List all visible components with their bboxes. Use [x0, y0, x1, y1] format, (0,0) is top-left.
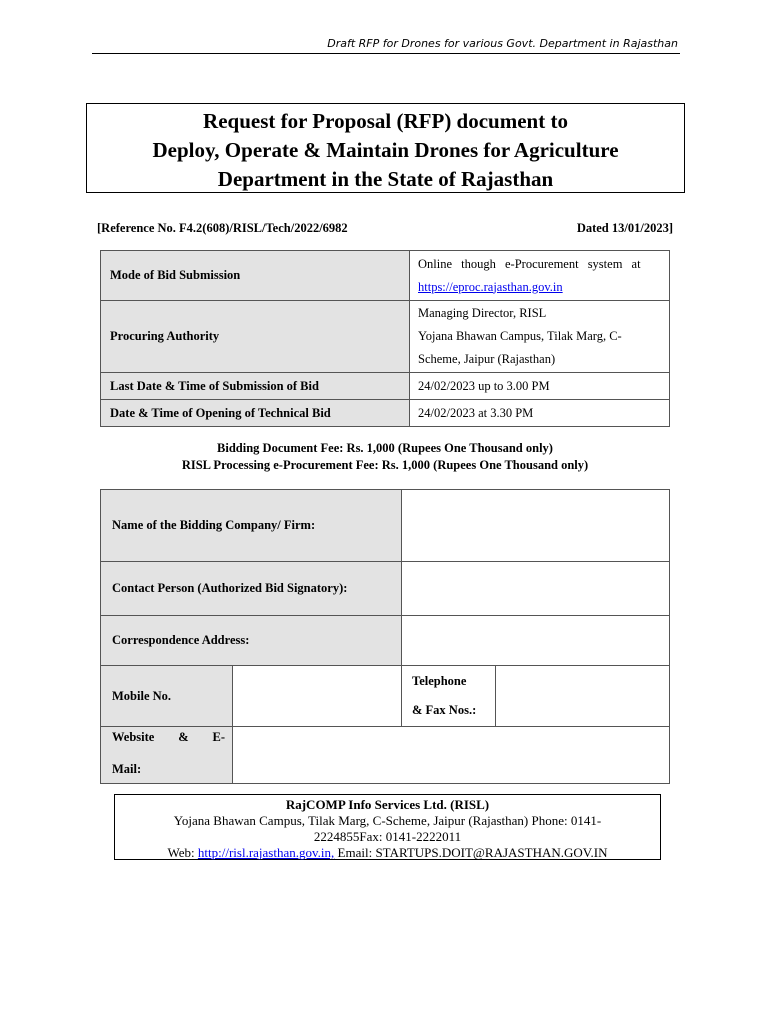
- title-line-2: Deploy, Operate & Maintain Drones for Agriculture: [152, 138, 619, 162]
- table-row: [101, 400, 670, 427]
- authority-line: Yojana Bhawan Campus, Tilak Marg, C-: [418, 329, 622, 343]
- opening-value: 24/02/2023 at 3.30 PM: [410, 400, 670, 427]
- authority-value-cell: [410, 301, 670, 373]
- footer-contact: [115, 845, 660, 861]
- document-fee: Bidding Document Fee: Rs. 1,000 (Rupees One Thousand only): [217, 441, 553, 455]
- table-row: [101, 616, 670, 666]
- table-row: [101, 490, 670, 562]
- company-name-label: Name of the Bidding Company/ Firm:: [101, 490, 402, 562]
- website-label-word: &: [178, 730, 189, 744]
- authority-label: Procuring Authority: [101, 301, 410, 373]
- website-label-word: Website: [112, 730, 155, 744]
- risl-website-link[interactable]: http://risl.rajasthan.gov.in,: [197, 845, 335, 860]
- footer-email: Email: STARTUPS.DOIT@RAJASTHAN.GOV.IN: [334, 845, 608, 860]
- mode-label: Mode of Bid Submission: [101, 251, 410, 301]
- mobile-label: Mobile No.: [101, 666, 233, 727]
- address-label: Correspondence Address:: [101, 616, 402, 666]
- website-label: [101, 727, 233, 784]
- eproc-link[interactable]: https://eproc.rajasthan.gov.in: [418, 279, 563, 294]
- website-email-field[interactable]: [233, 727, 670, 784]
- processing-fee: RISL Processing e-Procurement Fee: Rs. 1,000 (Rupees One Thousand only): [181, 458, 589, 472]
- contact-person-field[interactable]: [402, 562, 670, 616]
- footer-address: 2224855Fax: 0141-2222011: [313, 829, 462, 844]
- last-date-label: Last Date & Time of Submission of Bid: [101, 373, 410, 400]
- footer-company: RajCOMP Info Services Ltd. (RISL): [285, 797, 490, 812]
- contact-person-label: Contact Person (Authorized Bid Signatory):: [101, 562, 402, 616]
- bid-info-table: [100, 250, 670, 427]
- table-row: [101, 727, 670, 784]
- telephone-label-line: & Fax Nos.:: [412, 703, 477, 717]
- header-rule: [92, 53, 680, 54]
- website-label-word: E-: [212, 730, 225, 744]
- table-row: [101, 562, 670, 616]
- address-field[interactable]: [402, 616, 670, 666]
- reference-number: [Reference No. F4.2(608)/RISL/Tech/2022/6982: [97, 221, 348, 235]
- mode-value-cell: [410, 251, 670, 301]
- telephone-label: [402, 666, 496, 727]
- authority-line: Scheme, Jaipur (Rajasthan): [418, 352, 556, 366]
- table-row: [101, 251, 670, 301]
- last-date-value: 24/02/2023 up to 3.00 PM: [410, 373, 670, 400]
- authority-line: Managing Director, RISL: [418, 306, 547, 320]
- website-label-word: Mail:: [112, 762, 142, 776]
- website-label-row: [112, 729, 231, 745]
- title-line-1: Request for Proposal (RFP) document to: [203, 109, 568, 133]
- title-line-3: Department in the State of Rajasthan: [217, 167, 554, 191]
- table-row: [101, 666, 670, 727]
- opening-label: Date & Time of Opening of Technical Bid: [101, 400, 410, 427]
- telephone-field[interactable]: [496, 666, 670, 727]
- footer-web-prefix: Web:: [167, 845, 198, 860]
- mobile-field[interactable]: [233, 666, 402, 727]
- footer-address: Yojana Bhawan Campus, Tilak Marg, C-Scheme, Jaipur (Rajasthan) Phone: 0141-: [173, 813, 602, 828]
- footer-box: [114, 794, 661, 860]
- table-row: [101, 373, 670, 400]
- title-box: [86, 103, 685, 193]
- table-row: [101, 301, 670, 373]
- fees-section: [100, 440, 670, 474]
- reference-date: Dated 13/01/2023]: [576, 221, 673, 235]
- company-form-table: [100, 489, 670, 784]
- company-name-field[interactable]: [402, 490, 670, 562]
- telephone-label-line: Telephone: [412, 674, 467, 688]
- mode-value: Online though e-Procurement system at: [418, 256, 641, 271]
- running-header: Draft RFP for Drones for various Govt. Department in Rajasthan: [327, 37, 678, 50]
